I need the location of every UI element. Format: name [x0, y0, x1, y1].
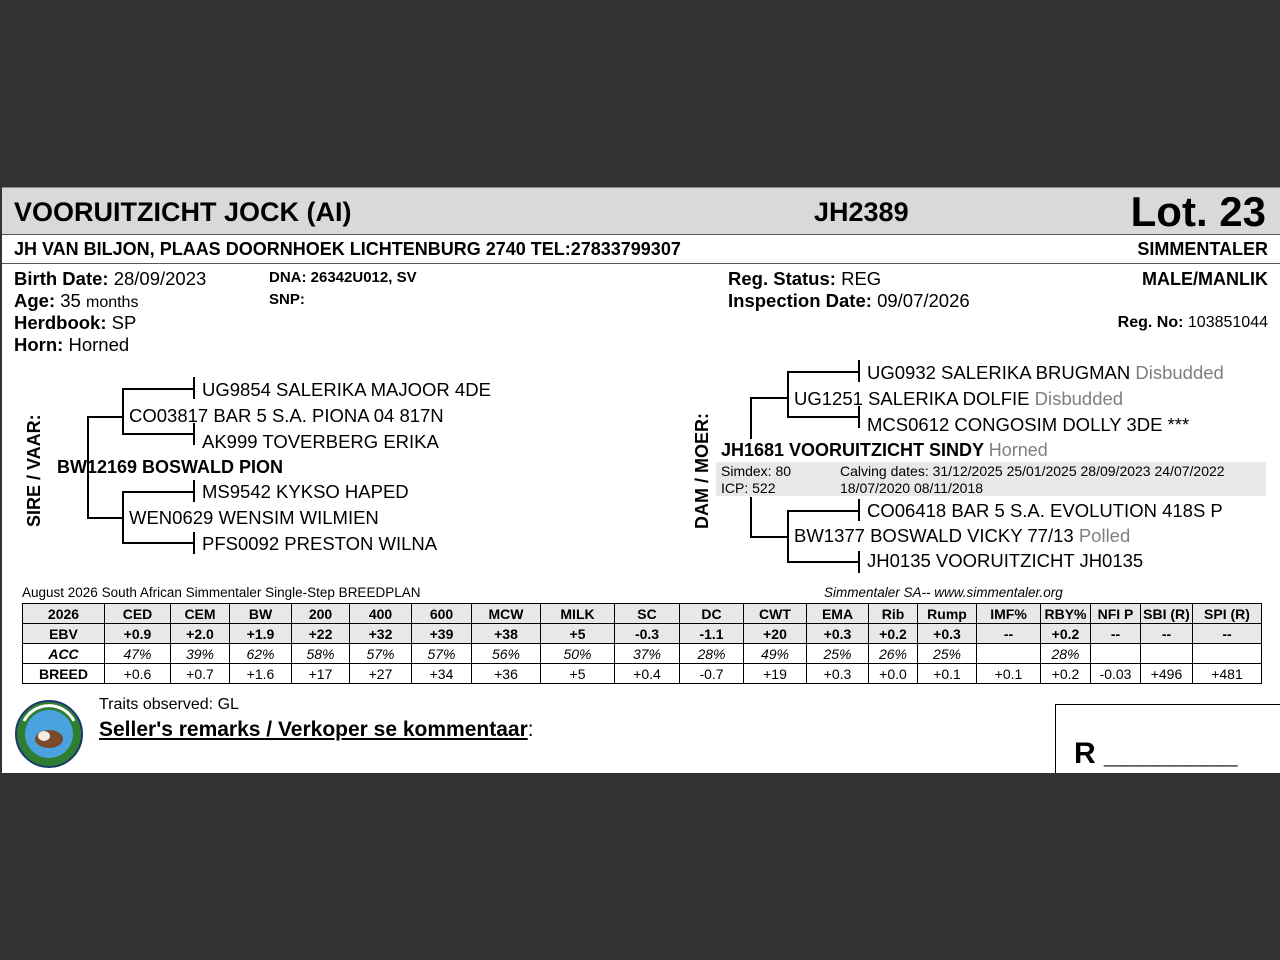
- breedplan-cell: SC: [615, 604, 680, 624]
- ped-line: [87, 416, 123, 418]
- sire-dam-sire: MS9542 KYKSO HAPED: [202, 481, 409, 502]
- breedplan-cell: 26%: [869, 644, 918, 664]
- breedplan-cell: [977, 644, 1041, 664]
- breedplan-cell: MILK: [541, 604, 615, 624]
- breedplan-cell: +496: [1141, 664, 1193, 684]
- ped-line: [787, 510, 859, 512]
- breedplan-cell: DC: [680, 604, 744, 624]
- breedplan-cell: +0.1: [918, 664, 977, 684]
- breedplan-cell: +22: [292, 624, 350, 644]
- traits-observed: Traits observed: GL: [99, 696, 239, 713]
- breedplan-cell: 57%: [350, 644, 412, 664]
- ped-line: [750, 536, 788, 538]
- breedplan-cell: 600: [412, 604, 472, 624]
- ped-line: [87, 517, 123, 519]
- sire-dam-dam: PFS0092 PRESTON WILNA: [202, 533, 438, 554]
- owner-text: JH VAN BILJON, PLAAS DOORNHOEK LICHTENBURG 2740 TEL:27833799307: [14, 239, 681, 259]
- breed-text: SIMMENTALER: [1137, 239, 1268, 259]
- breedplan-cell: +38: [472, 624, 541, 644]
- ped-line: [858, 551, 860, 573]
- breedplan-cell: +1.9: [230, 624, 292, 644]
- horn: Horn: Horned: [14, 334, 130, 355]
- breedplan-cell: --: [977, 624, 1041, 644]
- breedplan-cell: NFI P: [1091, 604, 1141, 624]
- lot-card: [2, 187, 1280, 773]
- dam-sire-sire: UG0932 SALERIKA BRUGMAN Disbudded: [867, 362, 1224, 383]
- breedplan-source: Simmentaler SA-- www.simmentaler.org: [824, 585, 1063, 600]
- breedplan-caption: August 2026 South African Simmentaler Single-Step BREEDPLAN: [22, 585, 421, 600]
- breedplan-cell: +34: [412, 664, 472, 684]
- breedplan-row-ebv: [23, 624, 1262, 644]
- ped-line: [787, 371, 859, 373]
- breedplan-row-breed: [23, 664, 1262, 684]
- ped-line: [193, 532, 195, 554]
- breedplan-cell: +2.0: [171, 624, 230, 644]
- breedplan-cell: 50%: [541, 644, 615, 664]
- simmentaler-logo-icon: [14, 699, 84, 769]
- breedplan-cell: 49%: [744, 644, 807, 664]
- breedplan-cell: Rump: [918, 604, 977, 624]
- birth-date: Birth Date: 28/09/2023: [14, 268, 207, 289]
- breedplan-table: [22, 603, 1262, 684]
- breedplan-cell: -0.03: [1091, 664, 1141, 684]
- animal-name: VOORUITZICHT JOCK (AI): [14, 197, 352, 227]
- breedplan-cell: 47%: [105, 644, 171, 664]
- breedplan-cell: +0.7: [171, 664, 230, 684]
- breedplan-cell: 39%: [171, 644, 230, 664]
- sire-sire-dam: AK999 TOVERBERG ERIKA: [202, 431, 439, 452]
- ped-line: [122, 491, 124, 543]
- dam-icp: ICP: 522: [721, 480, 776, 496]
- ped-line: [122, 388, 124, 434]
- sire-dam: WEN0629 WENSIM WILMIEN: [129, 507, 379, 528]
- lot-number: Lot. 23: [1130, 188, 1266, 235]
- breedplan-cell: 25%: [918, 644, 977, 664]
- breedplan-cell: [1141, 644, 1193, 664]
- breedplan-cell: +481: [1193, 664, 1262, 684]
- breedplan-cell: +36: [472, 664, 541, 684]
- breedplan-row-acc: [23, 644, 1262, 664]
- dam: JH1681 VOORUITZICHT SINDY Horned: [721, 440, 1048, 460]
- dam-calving-dates: Calving dates: 31/12/2025 25/01/2025 28/09/2023 24/07/2022: [840, 463, 1225, 479]
- ped-line: [787, 416, 859, 418]
- breedplan-cell: --: [1193, 624, 1262, 644]
- breedplan-cell: +5: [541, 664, 615, 684]
- sire-sire: CO03817 BAR 5 S.A. PIONA 04 817N: [129, 405, 444, 426]
- breedplan-cell: BREED: [23, 664, 105, 684]
- breedplan-cell: --: [1091, 624, 1141, 644]
- ped-line: [122, 388, 194, 390]
- ped-line: [122, 491, 194, 493]
- breedplan-cell: BW: [230, 604, 292, 624]
- dam-simdex: Simdex: 80: [721, 463, 792, 479]
- dam-calving-dates-2: 18/07/2020 08/11/2018: [840, 480, 983, 496]
- ped-line: [122, 433, 194, 435]
- herdbook: Herdbook: SP: [14, 312, 137, 333]
- breedplan-cell: 58%: [292, 644, 350, 664]
- ped-line: [787, 371, 789, 417]
- dam-sire-dam: MCS0612 CONGOSIM DOLLY 3DE ***: [867, 414, 1190, 435]
- ped-line: [193, 377, 195, 399]
- breedplan-cell: RBY%: [1041, 604, 1091, 624]
- breedplan-cell: ACC: [23, 644, 105, 664]
- snp: SNP:: [269, 291, 305, 308]
- ped-line: [787, 561, 859, 563]
- breedplan-cell: 57%: [412, 644, 472, 664]
- breedplan-cell: CEM: [171, 604, 230, 624]
- breedplan-cell: EBV: [23, 624, 105, 644]
- breedplan-cell: +0.2: [1041, 624, 1091, 644]
- breedplan-cell: 200: [292, 604, 350, 624]
- breedplan-cell: --: [1141, 624, 1193, 644]
- breedplan-cell: MCW: [472, 604, 541, 624]
- breedplan-cell: 2026: [23, 604, 105, 624]
- dam-dam: BW1377 BOSWALD VICKY 77/13 Polled: [794, 525, 1131, 546]
- breedplan-cell: +19: [744, 664, 807, 684]
- breedplan-cell: -1.1: [680, 624, 744, 644]
- breedplan-cell: +32: [350, 624, 412, 644]
- breedplan-cell: SBI (R): [1141, 604, 1193, 624]
- dam-sire: UG1251 SALERIKA DOLFIE Disbudded: [794, 388, 1124, 409]
- reg-no: Reg. No: 103851044: [1117, 314, 1268, 331]
- breedplan-cell: +0.6: [105, 664, 171, 684]
- breedplan-cell: 400: [350, 604, 412, 624]
- breedplan-cell: SPI (R): [1193, 604, 1262, 624]
- ped-line: [193, 480, 195, 502]
- breedplan-cell: CED: [105, 604, 171, 624]
- breedplan-cell: +5: [541, 624, 615, 644]
- breedplan-cell: +0.2: [869, 624, 918, 644]
- breedplan-cell: EMA: [807, 604, 869, 624]
- breedplan-cell: 56%: [472, 644, 541, 664]
- breedplan-cell: 25%: [807, 644, 869, 664]
- inspection-date: Inspection Date: 09/07/2026: [728, 290, 970, 311]
- breedplan-cell: +1.6: [230, 664, 292, 684]
- price-r-label: R ________: [1074, 737, 1238, 770]
- sire-side-label: SIRE / VAAR:: [24, 414, 44, 527]
- ped-line: [750, 397, 752, 439]
- breedplan-cell: [1091, 644, 1141, 664]
- sire: BW12169 BOSWALD PION: [57, 457, 284, 477]
- breedplan-cell: 37%: [615, 644, 680, 664]
- breedplan-cell: CWT: [744, 604, 807, 624]
- sellers-remarks: Seller's remarks / Verkoper se kommentaar:: [99, 718, 534, 741]
- breedplan-cell: +0.2: [1041, 664, 1091, 684]
- breedplan-cell: 28%: [680, 644, 744, 664]
- breedplan-cell: +0.9: [105, 624, 171, 644]
- breedplan-cell: -0.3: [615, 624, 680, 644]
- ped-line: [750, 497, 752, 537]
- age: Age: 35 months: [14, 290, 139, 311]
- sex: MALE/MANLIK: [1142, 269, 1268, 289]
- breedplan-row-head: [23, 604, 1262, 624]
- breedplan-cell: +0.1: [977, 664, 1041, 684]
- ped-line: [858, 499, 860, 521]
- breedplan-cell: 62%: [230, 644, 292, 664]
- breedplan-cell: +0.3: [918, 624, 977, 644]
- breedplan-cell: +27: [350, 664, 412, 684]
- dna: DNA: 26342U012, SV: [269, 269, 417, 286]
- reg-status: Reg. Status: REG: [728, 268, 882, 289]
- breedplan-cell: IMF%: [977, 604, 1041, 624]
- breedplan-cell: [1193, 644, 1262, 664]
- breedplan-cell: +39: [412, 624, 472, 644]
- ped-line: [787, 510, 789, 562]
- breedplan-cell: Rib: [869, 604, 918, 624]
- breedplan-cell: +0.0: [869, 664, 918, 684]
- breedplan-cell: -0.7: [680, 664, 744, 684]
- dam-dam-sire: CO06418 BAR 5 S.A. EVOLUTION 418S P: [867, 500, 1223, 521]
- breedplan-cell: +17: [292, 664, 350, 684]
- ped-line: [858, 360, 860, 382]
- breedplan-cell: +0.3: [807, 664, 869, 684]
- ped-line: [750, 397, 788, 399]
- registration-id: JH2389: [814, 197, 909, 227]
- breedplan-cell: +0.4: [615, 664, 680, 684]
- ped-line: [122, 542, 194, 544]
- sire-sire-sire: UG9854 SALERIKA MAJOOR 4DE: [202, 379, 491, 400]
- breedplan-cell: +0.3: [807, 624, 869, 644]
- breedplan-cell: +20: [744, 624, 807, 644]
- dam-side-label: DAM / MOER:: [692, 413, 712, 529]
- breedplan-cell: 28%: [1041, 644, 1091, 664]
- dam-dam-dam: JH0135 VOORUITZICHT JH0135: [867, 550, 1144, 571]
